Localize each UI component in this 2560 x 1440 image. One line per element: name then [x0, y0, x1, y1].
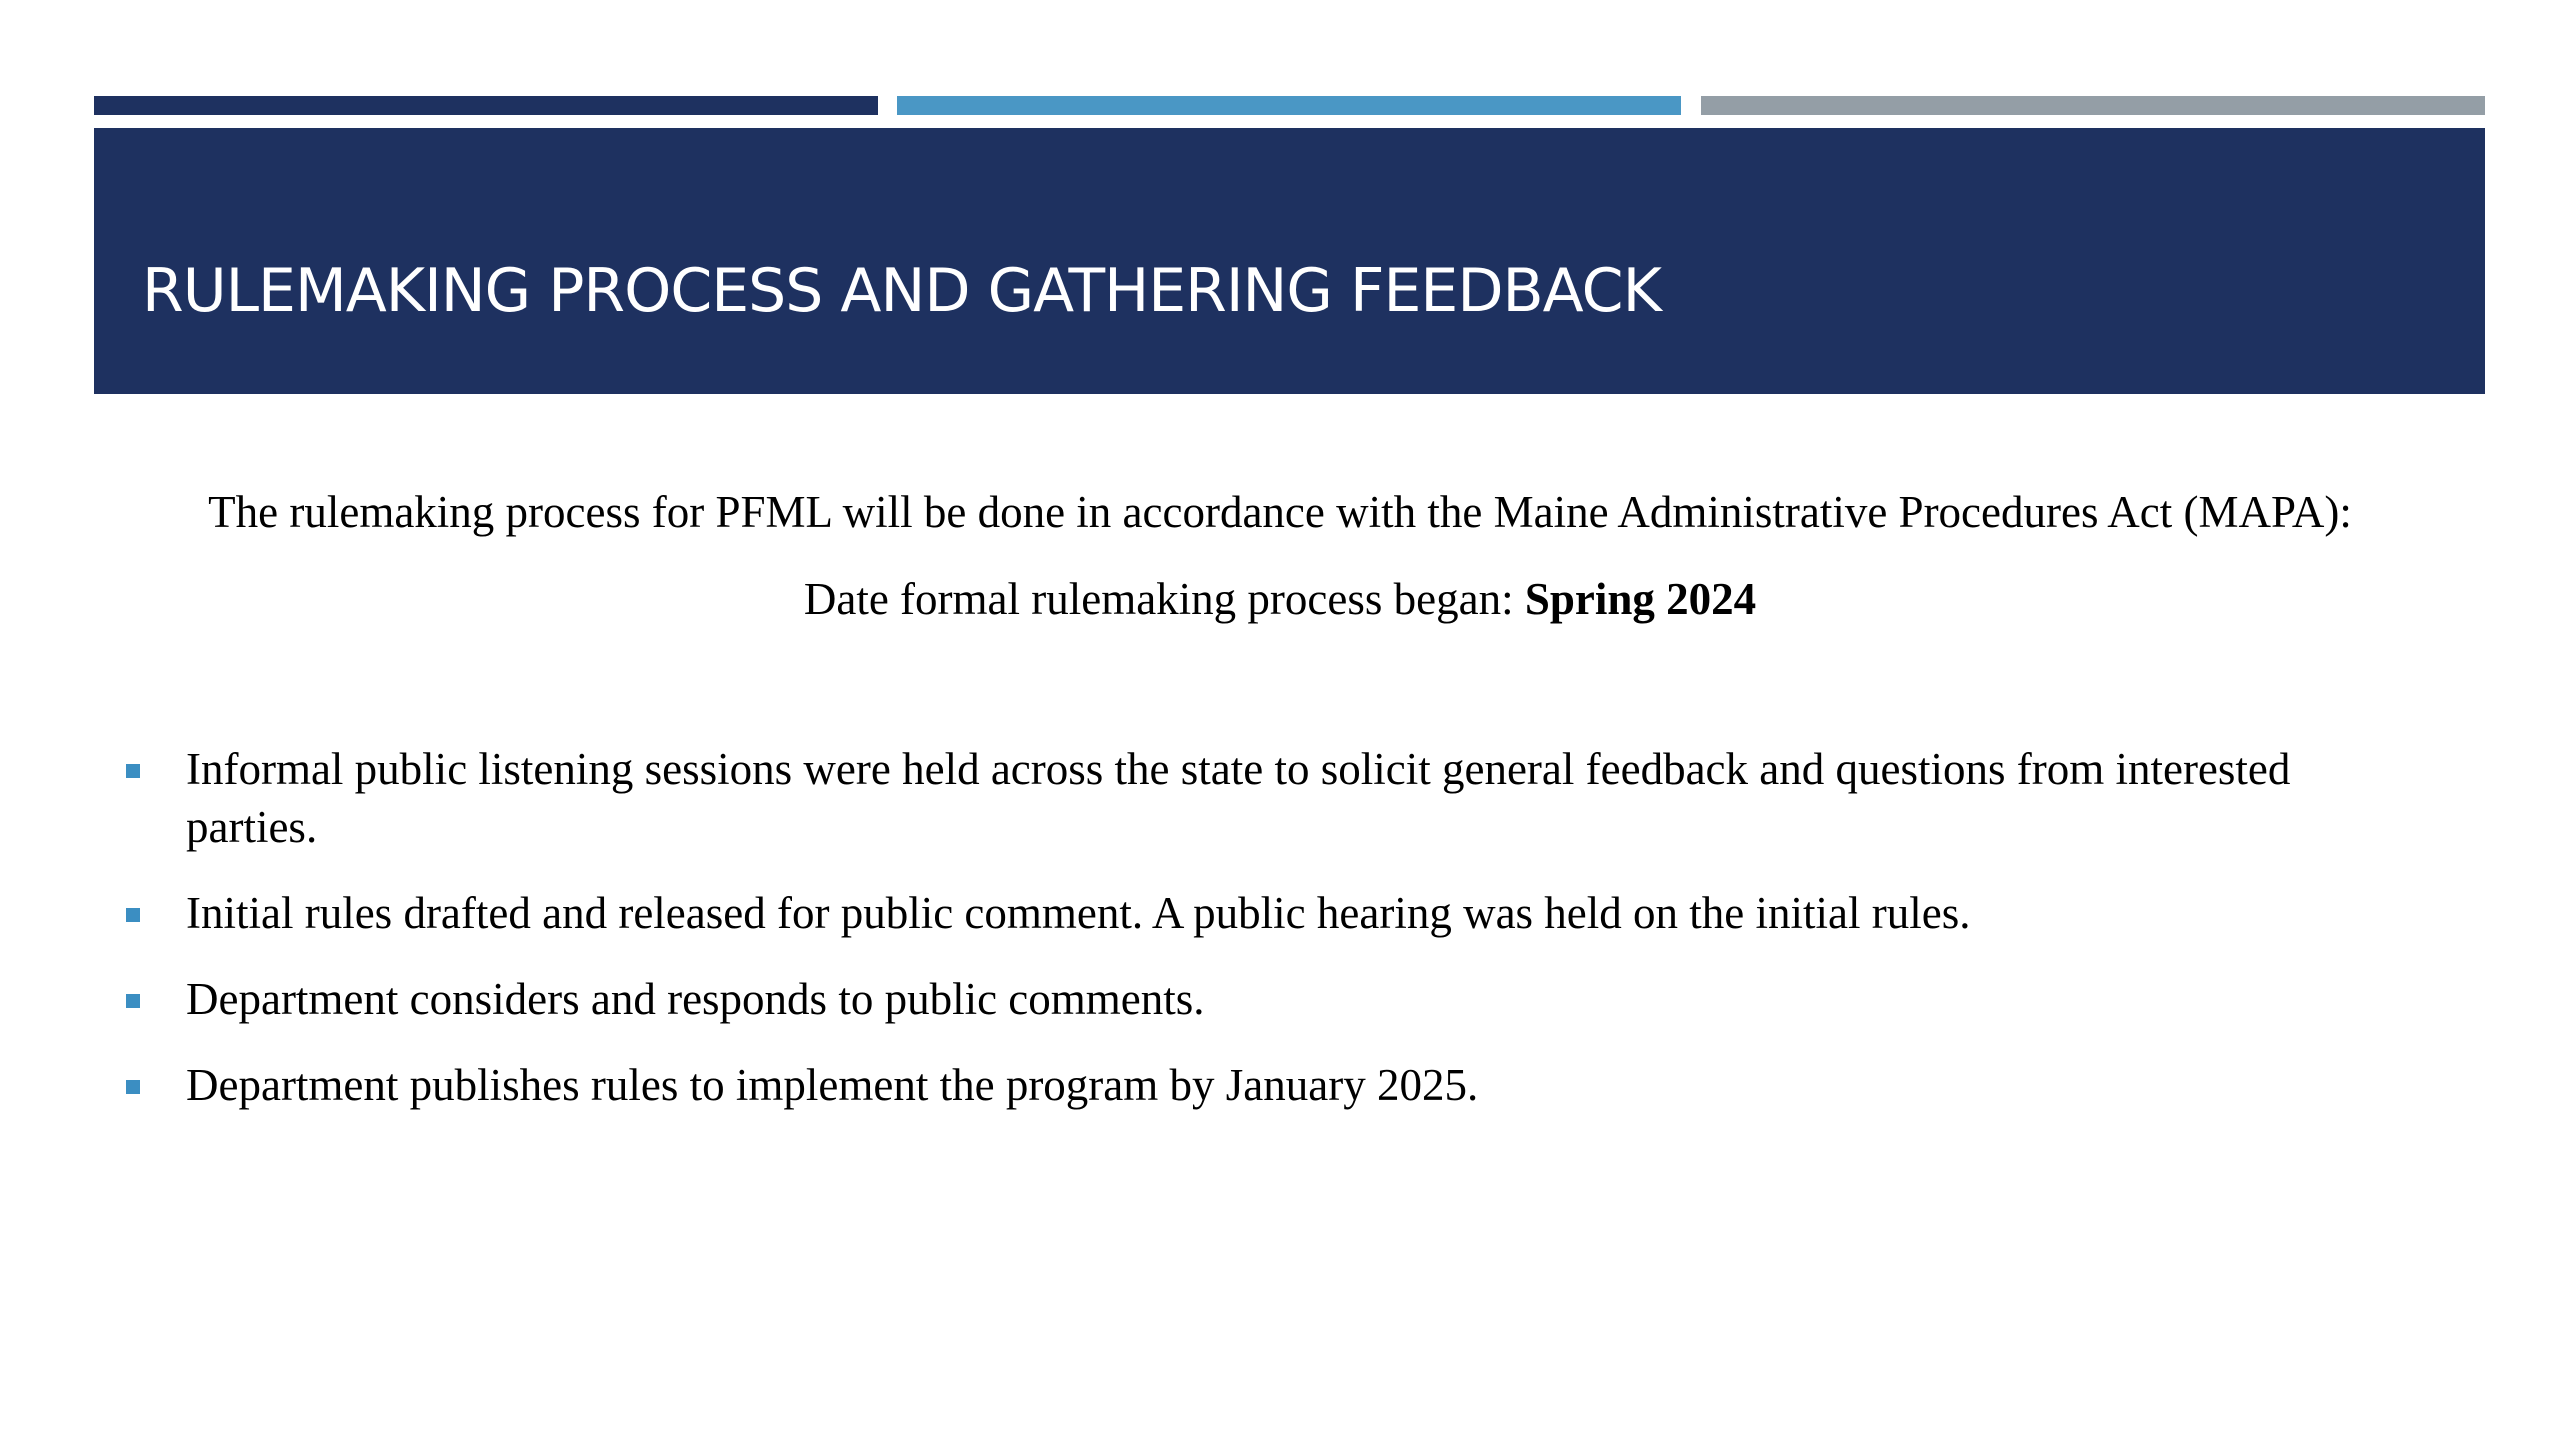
square-bullet-icon — [126, 908, 140, 922]
date-value: Spring 2024 — [1524, 574, 1757, 624]
date-line — [0, 573, 2560, 625]
square-bullet-icon — [126, 994, 140, 1008]
square-bullet-icon — [126, 764, 140, 778]
list-item — [124, 884, 2424, 942]
bullet-text: Initial rules drafted and released for public comment. A public hearing was held on the initial rules. — [186, 888, 1971, 938]
accent-bar-gray — [1701, 96, 2485, 115]
square-bullet-icon — [126, 1080, 140, 1094]
date-label: Date formal rulemaking process began: — [803, 574, 1525, 624]
accent-bar-navy — [94, 96, 878, 115]
bullet-text: Department publishes rules to implement the program by January 2025. — [186, 1060, 1479, 1110]
list-item — [124, 970, 2424, 1028]
bullet-text: Informal public listening sessions were held across the state to solicit general feedback and questions from interested parties. — [186, 744, 2291, 852]
list-item — [124, 740, 2424, 856]
bullet-text: Department considers and responds to public comments. — [186, 974, 1205, 1024]
bullet-list — [124, 740, 2424, 1142]
list-item — [124, 1056, 2424, 1114]
accent-bar-blue — [897, 96, 1681, 115]
slide-title: RULEMAKING PROCESS AND GATHERING FEEDBACK — [142, 256, 1661, 326]
intro-text: The rulemaking process for PFML will be done in accordance with the Maine Administrative Procedures Act (MAPA): — [208, 487, 2352, 537]
title-band — [94, 128, 2485, 394]
